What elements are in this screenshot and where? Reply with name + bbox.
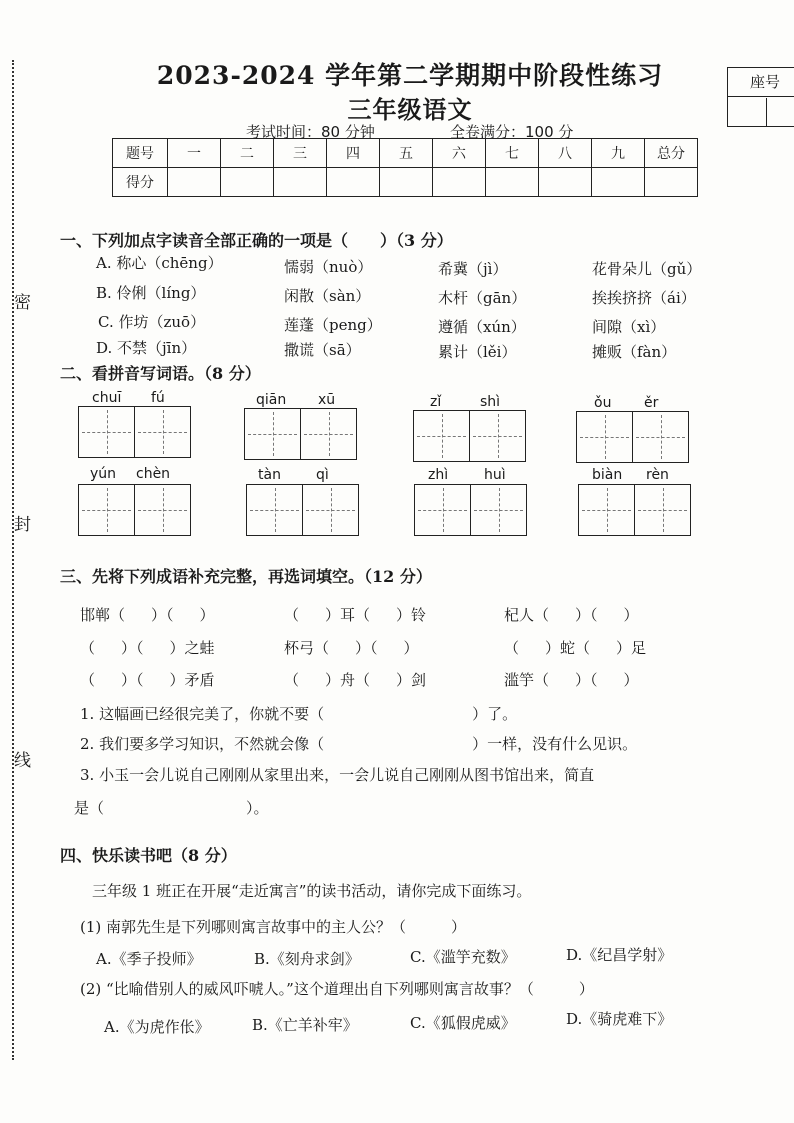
option-a-word-4: 花骨朵儿（gǔ）: [592, 260, 702, 278]
score-header-cell: 三: [274, 139, 327, 168]
score-header-cell: 四: [327, 139, 380, 168]
pinyin-8b: rèn: [646, 467, 669, 483]
option-b-word-4: 挨挨挤挤（ái）: [592, 289, 696, 307]
section-4-title: 四、快乐读书吧（8 分）: [60, 846, 237, 865]
option-d-word-4: 摊贩（fàn）: [592, 343, 677, 361]
option-b-word-3: 木杆（gān）: [438, 289, 527, 307]
fill-sentence-1[interactable]: 1. 这幅画已经很完美了，你就不要（ ）了。: [80, 705, 518, 723]
idiom-handan[interactable]: 邯郸（ ）（ ）: [80, 606, 215, 624]
q2-option-b[interactable]: B.《亡羊补牢》: [252, 1016, 358, 1034]
q1-option-a[interactable]: A.《季子投师》: [96, 950, 202, 968]
pinyin-5b: chèn: [136, 466, 171, 482]
pinyin-7b: huì: [484, 467, 506, 483]
q2-option-c[interactable]: C.《狐假虎威》: [410, 1014, 516, 1032]
pinyin-3a: zǐ: [430, 394, 442, 410]
idiom-lanyu[interactable]: 滥竽（ ）（ ）: [504, 671, 639, 689]
option-c-word-3: 遵循（xún）: [438, 318, 526, 336]
score-header-cell: 总分: [645, 139, 698, 168]
section-3-title: 三、先将下列成语补充完整，再选词填空。（12 分）: [60, 567, 432, 586]
score-header-cell: 七: [486, 139, 539, 168]
side-char-feng: 封: [14, 515, 31, 535]
option-c-word-4: 间隙（xì）: [592, 318, 666, 336]
score-header-cell: 六: [433, 139, 486, 168]
writing-grid-4[interactable]: [576, 411, 689, 463]
option-d-word-3: 累计（lěi）: [438, 343, 517, 361]
writing-grid-5[interactable]: [78, 484, 191, 536]
exam-title: 2023-2024 学年第二学期期中阶段性练习: [156, 61, 664, 90]
writing-grid-1[interactable]: [78, 406, 191, 458]
writing-grid-3[interactable]: [413, 410, 526, 462]
idiom-bow-snake[interactable]: 杯弓（ ）（ ）: [284, 639, 419, 657]
fill-sentence-3: 3. 小玉一会儿说自己刚刚从家里出来，一会儿说自己刚刚从图书馆出来，简直: [80, 766, 595, 784]
q1-option-d[interactable]: D.《纪昌学射》: [566, 946, 673, 964]
idiom-spear-shield[interactable]: （ ）（ ）矛盾: [80, 671, 215, 689]
score-input-cell[interactable]: [645, 168, 698, 197]
option-b-word-2: 闲散（sàn）: [284, 287, 371, 305]
option-d-word-2: 撒谎（sā）: [284, 341, 361, 359]
exam-full-score: 全卷满分：100 分: [450, 123, 574, 141]
fill-sentence-3-blank[interactable]: 是（ ）。: [74, 799, 269, 817]
score-input-cell[interactable]: [592, 168, 645, 197]
idiom-well-frog[interactable]: （ ）（ ）之蛙: [80, 639, 215, 657]
pinyin-2b: xū: [318, 392, 336, 408]
section-2-title: 二、看拼音写词语。（8 分）: [60, 364, 261, 383]
option-c-word-2: 莲蓬（peng）: [284, 316, 382, 334]
score-input-cell[interactable]: [274, 168, 327, 197]
pinyin-3b: shì: [480, 394, 501, 410]
option-d-word-1[interactable]: D. 不禁（jīn）: [96, 339, 197, 357]
score-table-score-row: [113, 168, 698, 197]
score-header-cell: 二: [221, 139, 274, 168]
pinyin-8a: biàn: [592, 467, 623, 483]
exam-time: 考试时间：80 分钟: [246, 123, 375, 141]
option-a-word-3: 希冀（jì）: [438, 260, 508, 278]
score-row-label: 得分: [113, 168, 168, 197]
binding-dotted-line: [12, 60, 14, 1060]
score-input-cell[interactable]: [433, 168, 486, 197]
side-char-xian: 线: [14, 751, 31, 771]
idiom-qiren[interactable]: 杞人（ ）（ ）: [504, 606, 639, 624]
pinyin-4a: ǒu: [594, 395, 612, 411]
exam-subtitle: 三年级语文: [347, 95, 473, 124]
section-1-title: 一、下列加点字读音全部正确的一项是（ ）（3 分）: [60, 231, 453, 250]
score-input-cell[interactable]: [486, 168, 539, 197]
idiom-snake-feet[interactable]: （ ）蛇（ ）足: [504, 639, 647, 657]
question-4-1[interactable]: (1) 南郭先生是下列哪则寓言故事中的主人公？（ ）: [80, 918, 467, 936]
score-header-cell: 一: [168, 139, 221, 168]
writing-grid-2[interactable]: [244, 408, 357, 460]
score-input-cell[interactable]: [327, 168, 380, 197]
q2-option-d[interactable]: D.《骑虎难下》: [566, 1010, 673, 1028]
pinyin-6b: qì: [316, 467, 329, 483]
score-table-header-row: [113, 139, 698, 168]
idiom-boat-sword[interactable]: （ ）舟（ ）剑: [284, 671, 427, 689]
score-header-cell: 五: [380, 139, 433, 168]
score-input-cell[interactable]: [221, 168, 274, 197]
seat-number-label: 座号: [728, 68, 794, 97]
q1-option-b[interactable]: B.《刻舟求剑》: [254, 950, 360, 968]
q2-option-a[interactable]: A.《为虎作伥》: [104, 1018, 210, 1036]
pinyin-5a: yún: [90, 466, 117, 482]
score-header-cell: 题号: [113, 139, 168, 168]
pinyin-2a: qiān: [256, 392, 287, 408]
score-input-cell[interactable]: [539, 168, 592, 197]
pinyin-1a: chuī: [92, 390, 122, 406]
writing-grid-8[interactable]: [578, 484, 691, 536]
question-4-2[interactable]: (2) “比喻借别人的威风吓唬人。”这个道理出自下列哪则寓言故事？（ ）: [80, 980, 594, 998]
option-a-word-1[interactable]: A. 称心（chēng）: [96, 254, 223, 272]
writing-grid-6[interactable]: [246, 484, 359, 536]
option-b-word-1[interactable]: B. 伶俐（líng）: [96, 284, 206, 302]
score-header-cell: 八: [539, 139, 592, 168]
side-char-mi: 密: [14, 293, 31, 313]
option-a-word-2: 懦弱（nuò）: [284, 258, 373, 276]
idiom-ear-bell[interactable]: （ ）耳（ ）铃: [284, 606, 427, 624]
fill-sentence-2[interactable]: 2. 我们要多学习知识，不然就会像（ ）一样，没有什么见识。: [80, 735, 638, 753]
writing-grid-7[interactable]: [414, 484, 527, 536]
score-table: [112, 138, 698, 197]
pinyin-4b: ěr: [644, 395, 659, 411]
pinyin-6a: tàn: [258, 467, 281, 483]
score-header-cell: 九: [592, 139, 645, 168]
section-4-intro: 三年级 1 班正在开展“走近寓言”的读书活动，请你完成下面练习。: [92, 882, 532, 900]
seat-number-box[interactable]: [727, 67, 794, 127]
pinyin-1b: fú: [151, 390, 165, 406]
score-input-cell[interactable]: [168, 168, 221, 197]
pinyin-7a: zhì: [428, 467, 449, 483]
score-input-cell[interactable]: [380, 168, 433, 197]
option-c-word-1[interactable]: C. 作坊（zuō）: [98, 313, 206, 331]
q1-option-c[interactable]: C.《滥竽充数》: [410, 948, 516, 966]
